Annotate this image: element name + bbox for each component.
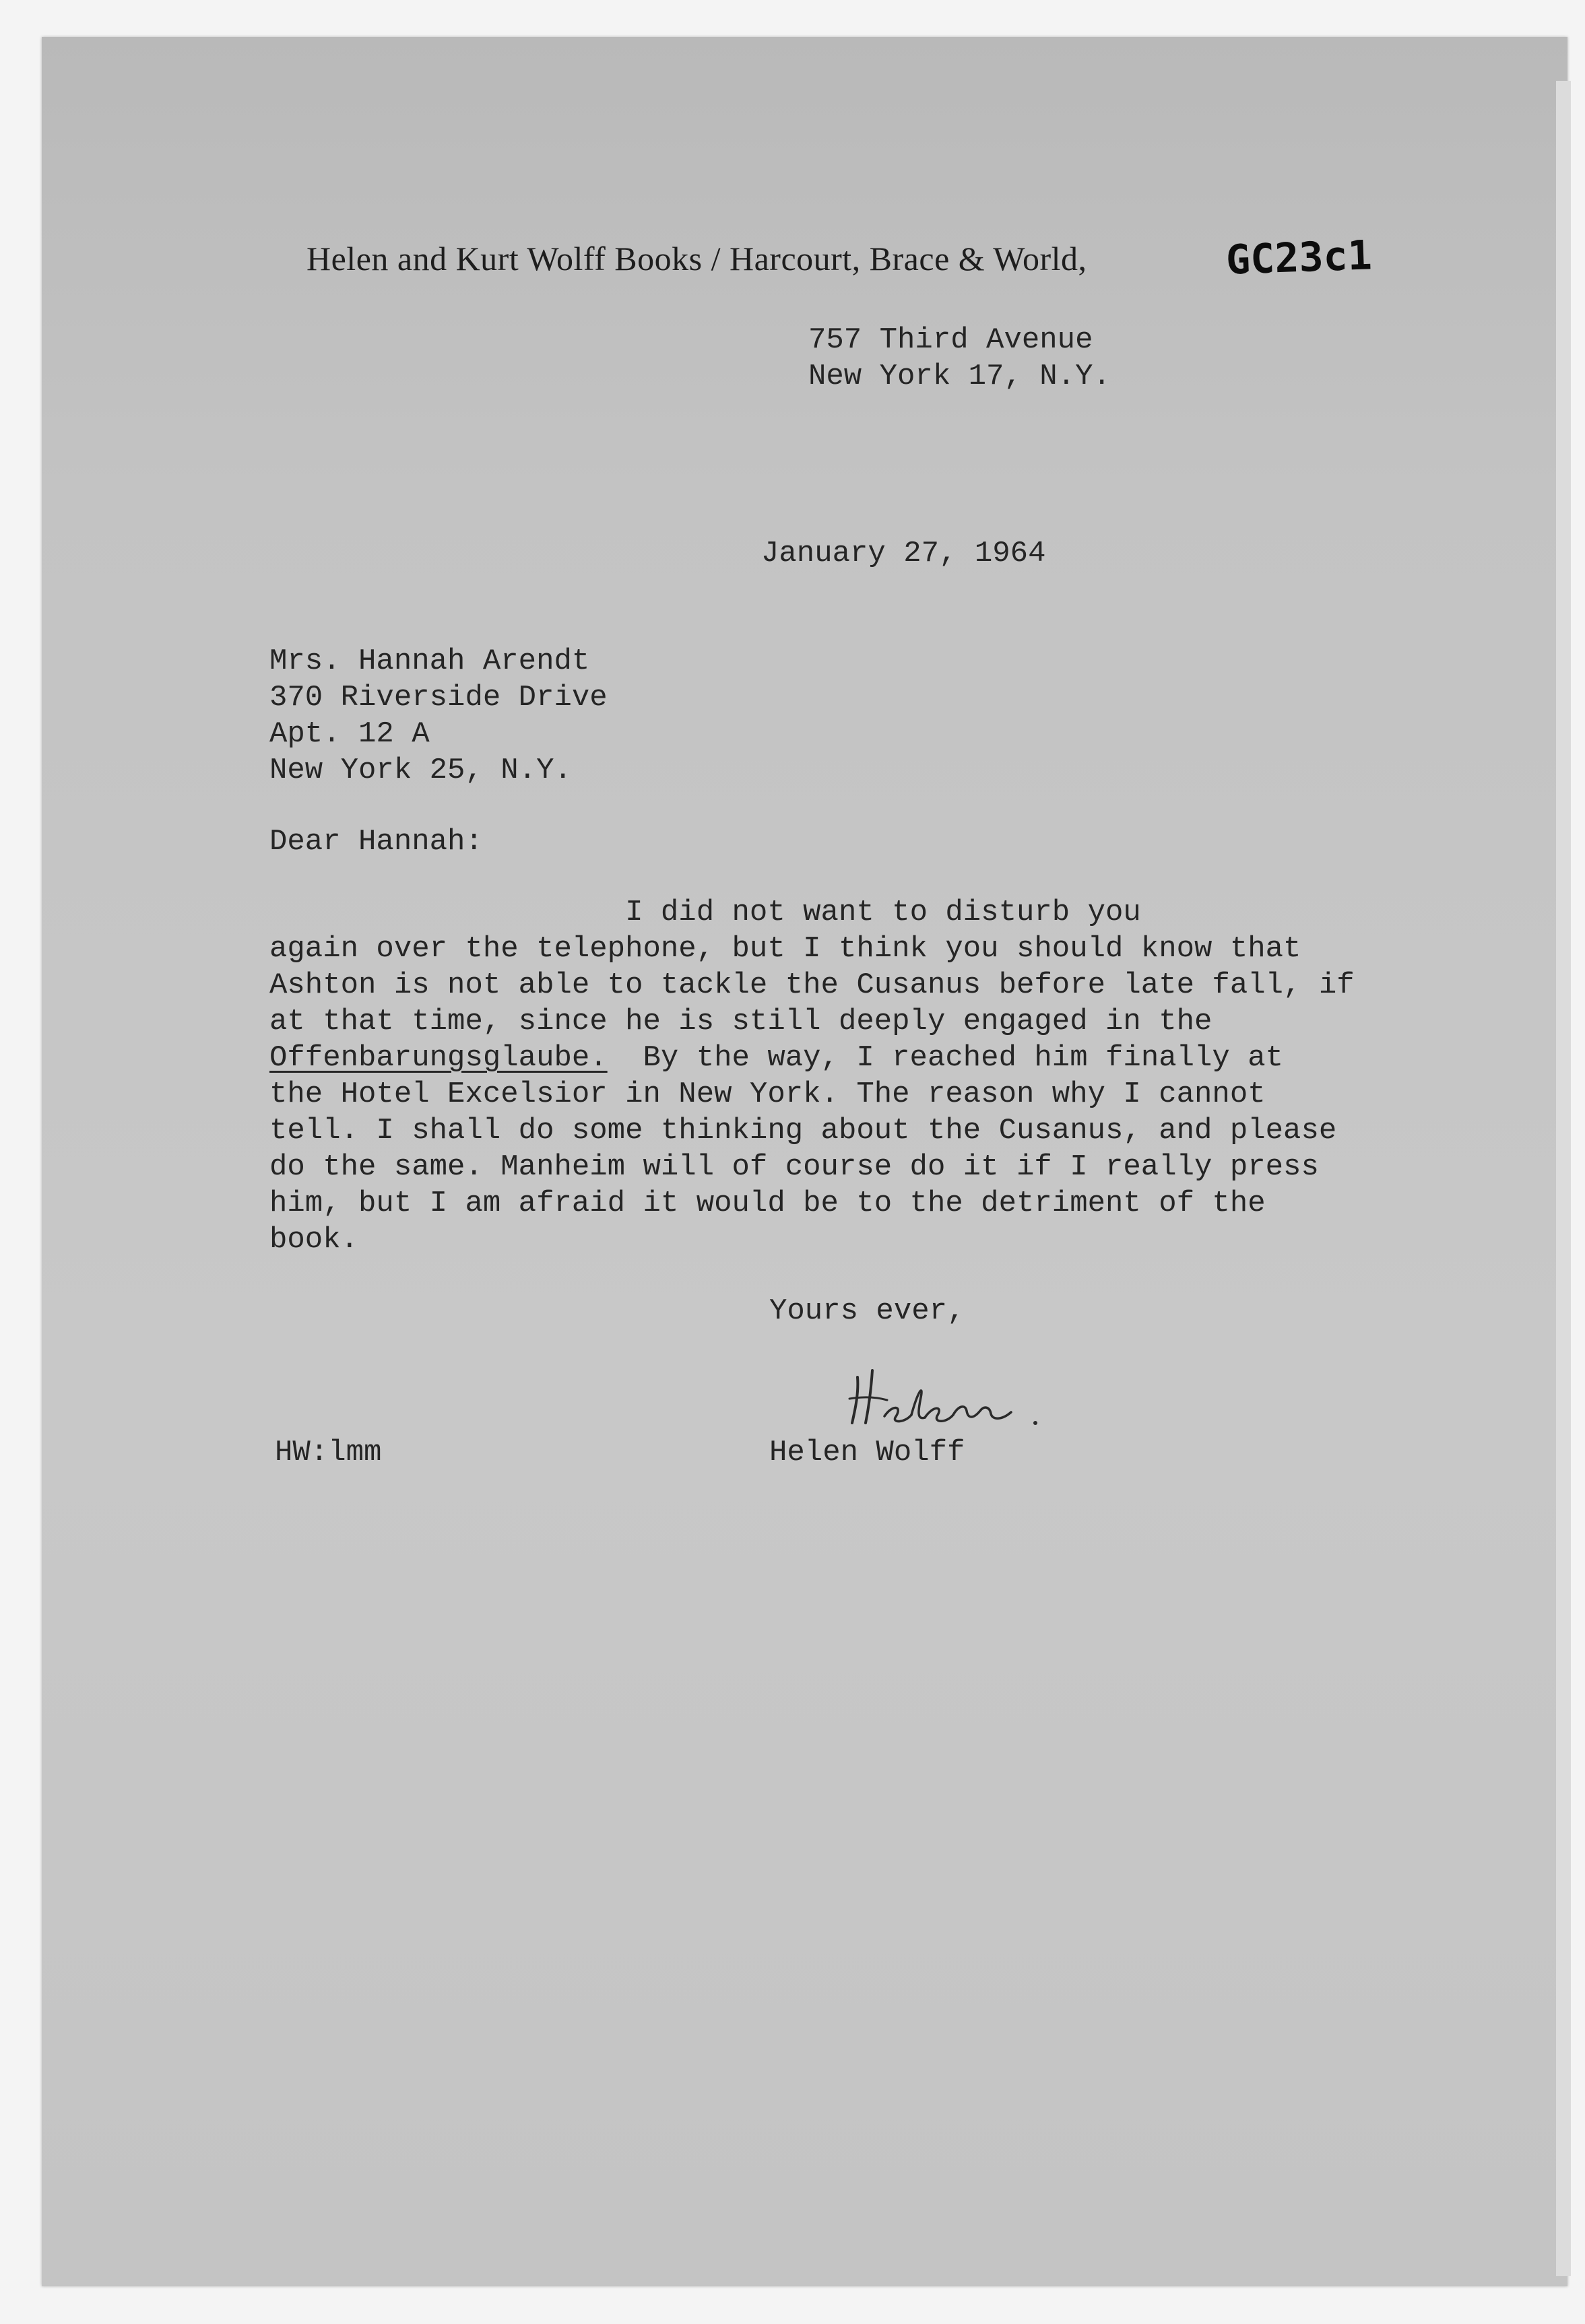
body-line-2: again over the telephone, but I think you should know that [269,932,1301,966]
salutation: Dear Hannah: [269,825,483,859]
body-line [269,1040,1355,1076]
recipient-name: Mrs. Hannah Arendt [269,644,590,678]
signer-name: Helen Wolff [769,1436,965,1469]
recipient-street: 370 Riverside Drive [269,681,608,715]
letter-body [269,894,1355,1258]
body-line-6: the Hotel Excelsior in New York. The reason why I cannot [269,1077,1266,1111]
recipient-address [269,643,608,789]
body-line-8: do the same. Manheim will of course do it if I really press [269,1150,1319,1184]
reference-initials: HW:lmm [275,1436,382,1469]
body-line-5: By the way, I reached him finally at [607,1041,1284,1075]
body-line-7: tell. I shall do some thinking about the Cusanus, and please [269,1114,1337,1148]
recipient-city: New York 25, N.Y. [269,754,572,787]
handwritten-signature [845,1357,1047,1431]
body-line-10: book. [269,1223,359,1257]
body-indent [269,896,625,929]
body-line-3: Ashton is not able to tackle the Cusanus before late fall, if [269,968,1355,1002]
body-line-9: him, but I am afraid it would be to the detriment of the [269,1187,1266,1220]
recipient-apt: Apt. 12 A [269,717,430,751]
sender-address [808,322,1111,395]
body-line-1: I did not want to disturb you [625,896,1141,929]
archive-stamp: GC23c1 [1225,232,1373,284]
letterhead: Helen and Kurt Wolff Books / Harcourt, Brace & World, [306,240,1087,277]
sheet-edge [1556,81,1571,2276]
book-title-underlined: Offenbarungsglaube. [269,1041,608,1075]
body-line [269,894,1355,931]
closing: Yours ever, [769,1294,965,1328]
sender-city: New York 17, N.Y. [808,360,1111,393]
body-line-4: at that time, since he is still deeply engaged in the [269,1005,1212,1038]
sender-street: 757 Third Avenue [808,323,1093,357]
letter-date: January 27, 1964 [761,537,1046,570]
